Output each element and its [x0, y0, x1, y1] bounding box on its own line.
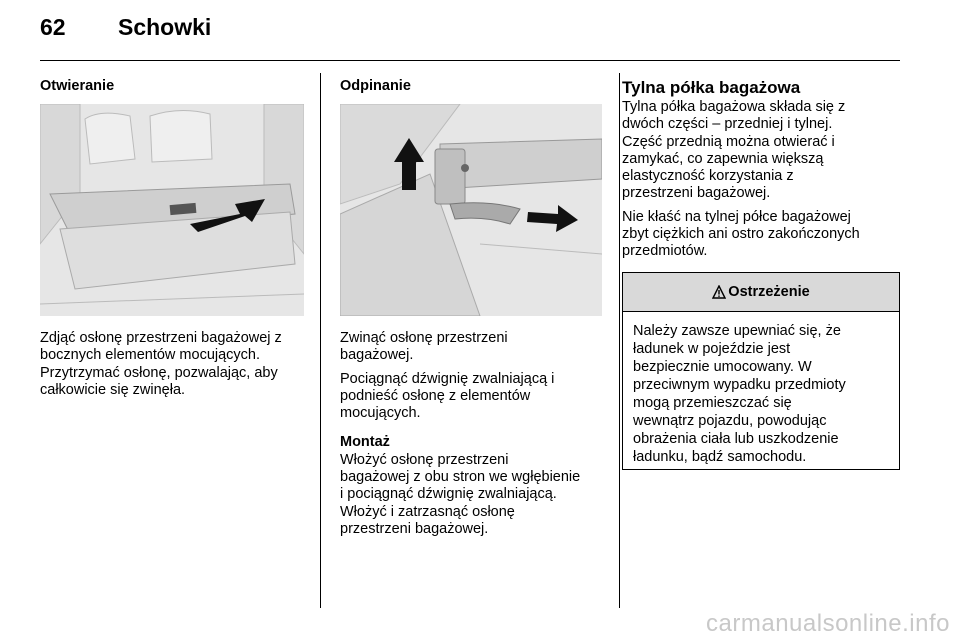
col3-line: Nie kłaść na tylnej półce bagażowej	[622, 208, 851, 225]
col3-line: zbyt ciężkich ani ostro zakończonych	[622, 226, 860, 243]
col2-line: bagażowej z obu stron we wgłębienie	[340, 469, 581, 486]
column-divider-2	[619, 73, 620, 608]
col1-line: Zdjąć osłonę przestrzeni bagażowej z	[40, 330, 282, 346]
col1-line: bocznych elementów mocujących.	[40, 347, 261, 364]
col2-line: bagażowej.	[340, 347, 414, 364]
col2-line: mocujących.	[340, 405, 421, 422]
warning-title: Ostrzeżenie	[728, 284, 810, 300]
heading-otwieranie: Otwieranie	[40, 78, 115, 94]
col2-line: Zwinąć osłonę przestrzeni	[340, 330, 508, 346]
warning-box	[622, 272, 900, 470]
figure-detaching-cover	[340, 104, 602, 316]
col3-line: przedmiotów.	[622, 243, 708, 260]
col3-line: dwóch części – przedniej i tylnej.	[622, 116, 833, 133]
col1-body	[40, 330, 310, 399]
col1-line: Przytrzymać osłonę, pozwalając, aby	[40, 364, 278, 381]
heading-odpinanie: Odpinanie	[340, 78, 411, 94]
trunk-cover-illustration	[40, 104, 304, 316]
watermark: carmanualsonline.info	[706, 610, 950, 637]
col2-line: przestrzeni bagażowej.	[340, 520, 489, 537]
col1-line: całkowicie się zwinęła.	[40, 381, 186, 398]
col3-body	[622, 78, 904, 261]
warning-line: obrażenia ciała lub uszkodzenie	[633, 431, 839, 447]
col3-line: Tylna półka bagażowa składa się z	[622, 99, 846, 115]
col2-line: i pociągnąć dźwignię zwalniającą.	[340, 486, 557, 503]
col2-body	[340, 330, 608, 538]
section-title: Tylna półka bagażowa	[622, 78, 801, 97]
warning-line: bezpiecznie umocowany. W	[633, 359, 812, 375]
page-title: Schowki	[118, 14, 212, 40]
warning-triangle-icon	[712, 285, 726, 299]
col2-line: podnieść osłonę z elementów	[340, 387, 531, 404]
warning-line: przeciwnym wypadku przedmioty	[633, 377, 846, 393]
header-divider	[40, 60, 900, 61]
warning-line: mogą przemieszczać się	[633, 395, 792, 411]
column-divider-1	[320, 73, 321, 608]
col3-line: Część przednią można otwierać i	[622, 133, 835, 150]
col2-line: Pociągnąć dźwignię zwalniającą i	[340, 370, 555, 387]
release-lever-illustration	[340, 104, 602, 316]
warning-line: ładunek w pojeździe jest	[633, 341, 791, 357]
col2-line: Włożyć osłonę przestrzeni	[340, 451, 509, 468]
figure-opening-cover	[40, 104, 304, 316]
warning-header	[623, 273, 899, 312]
subheading-montaz: Montaż	[340, 434, 390, 451]
col3-line: elastyczność korzystania z	[622, 168, 794, 185]
col3-line: zamykać, co zapewnia większą	[622, 150, 824, 167]
col3-line: przestrzeni bagażowej.	[622, 185, 771, 202]
warning-line: wewnątrz pojazdu, powodując	[633, 413, 827, 429]
page-number: 62	[40, 14, 66, 40]
warning-body	[623, 312, 899, 466]
warning-line: ładunku, bądź samochodu.	[633, 449, 807, 465]
warning-line: Należy zawsze upewniać się, że	[633, 323, 841, 339]
col2-line: Włożyć i zatrzasnąć osłonę	[340, 503, 515, 520]
